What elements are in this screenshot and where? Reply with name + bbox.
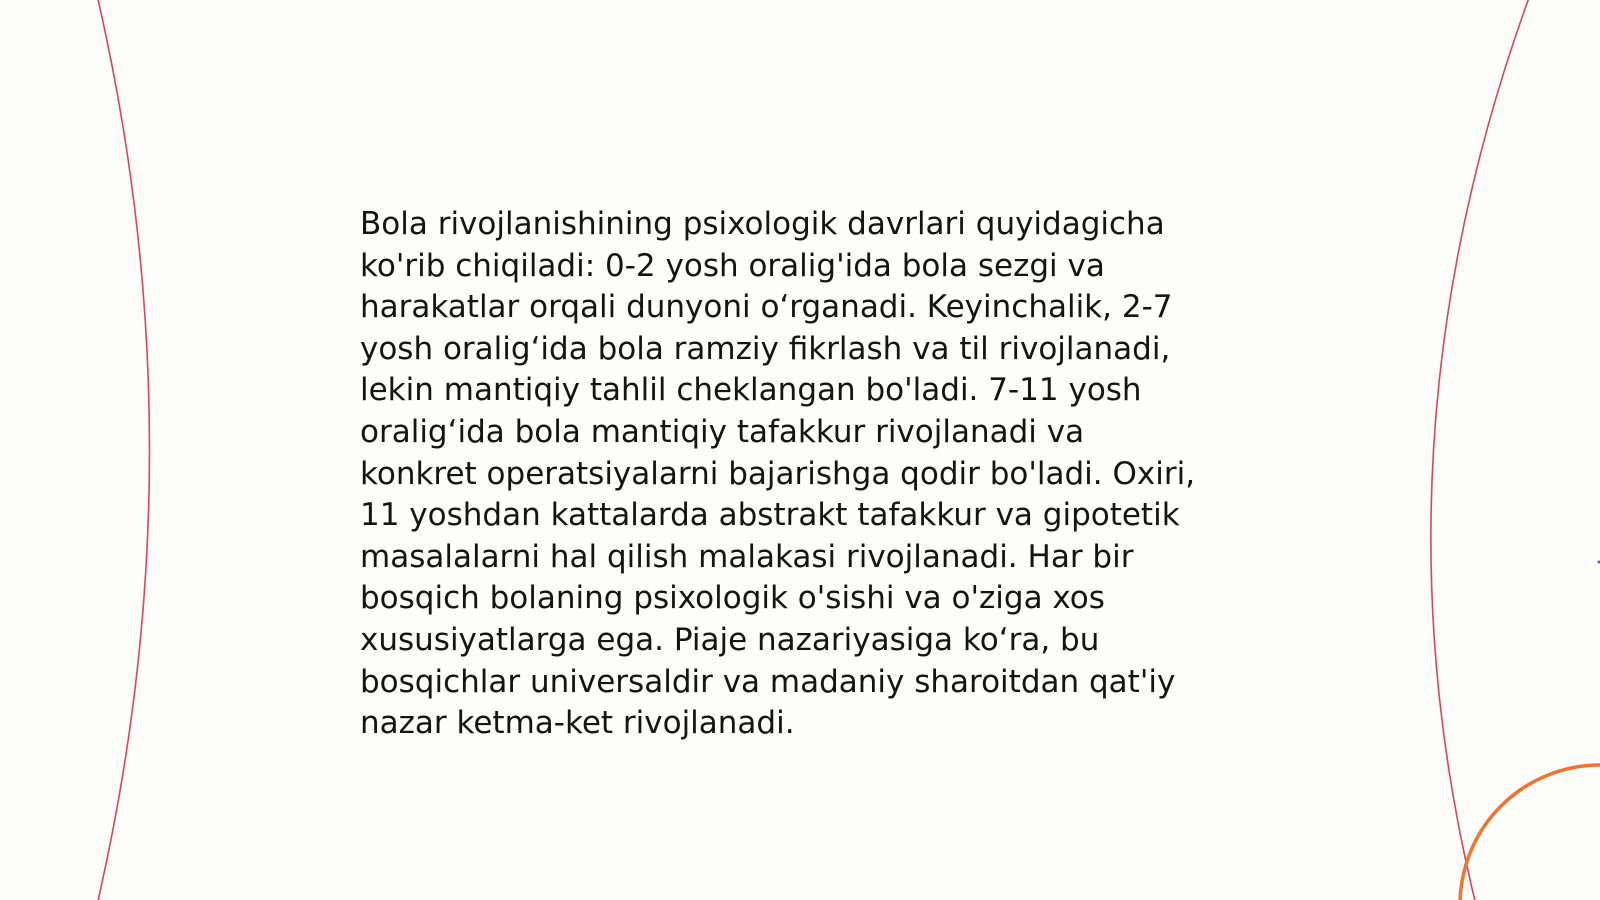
right-arc	[1431, 0, 1530, 900]
orange-circle	[1460, 765, 1600, 900]
left-arc	[97, 0, 150, 900]
slide-paragraph: Bola rivojlanishining psixologik davrlari quyidagicha ko'rib chiqiladi: 0-2 yosh oralig'ida bola sezgi va harakatlar orqali dunyoni o‘rganadi. Keyinchalik, 2-7 yosh oralig‘ida bola ramziy fikrlash va til rivojlanadi, lekin mantiqiy tahlil cheklangan bo'ladi. 7-11 yosh oralig‘ida bola mantiqiy tafakkur rivojlanadi va konkret operatsiyalarni bajarishga qodir bo'ladi. Oxiri, 11 yoshdan kattalarda abstrakt tafakkur va gipotetik masalalarni hal qilish malakasi rivojlanadi. Har bir bosqich bolaning psixologik o'sishi va o'ziga xos xususiyatlarga ega. Piaje nazariyasiga ko‘ra, bu bosqichlar universaldir va madaniy sharoitdan qat'iy nazar ketma-ket rivojlanadi.	[360, 206, 1196, 742]
